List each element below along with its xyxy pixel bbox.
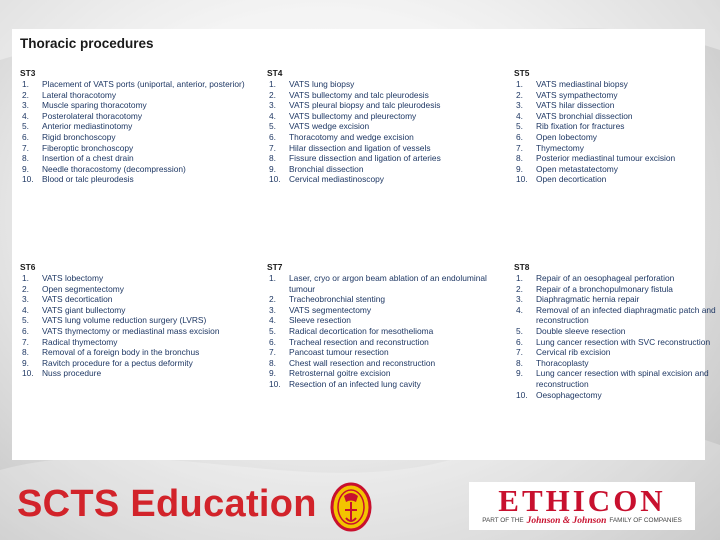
procedure-text: Tracheobronchial stenting	[289, 294, 386, 305]
procedure-text: Double sleeve resection	[536, 326, 626, 337]
procedure-item	[514, 358, 720, 369]
procedure-text: Anterior mediastinotomy	[42, 121, 133, 132]
procedure-number: 7.	[22, 336, 29, 347]
procedure-text: VATS bullectomy and talc pleurodesis	[289, 89, 429, 100]
procedure-number: 9.	[516, 163, 523, 174]
procedure-number: 5.	[269, 326, 276, 337]
procedure-number: 3.	[269, 304, 276, 315]
procedure-number: 3.	[516, 100, 523, 111]
procedure-item	[20, 79, 260, 90]
section-st5	[514, 68, 720, 185]
procedure-item	[20, 326, 260, 337]
procedure-text: Fissure dissection and ligation of arteries	[289, 153, 441, 164]
procedure-number: 7.	[22, 142, 29, 153]
procedure-number: 5.	[269, 121, 276, 132]
procedure-text: Diaphragmatic hernia repair	[536, 294, 640, 305]
procedure-text: VATS thymectomy or mediastinal mass excision	[42, 326, 220, 337]
procedure-item	[20, 315, 260, 326]
procedure-item	[267, 294, 507, 305]
procedure-number: 5.	[22, 315, 29, 326]
procedure-item	[267, 379, 507, 390]
procedure-number: 7.	[269, 142, 276, 153]
procedure-text: VATS sympathectomy	[536, 89, 618, 100]
procedure-item	[514, 132, 720, 143]
procedure-number: 2.	[516, 283, 523, 294]
procedure-number: 5.	[22, 121, 29, 132]
scts-education-title: SCTS Education	[17, 483, 317, 525]
procedure-number: 8.	[22, 347, 29, 358]
procedure-text: Removal of an infected diaphragmatic patch and reconstruction	[536, 304, 716, 326]
procedure-number: 3.	[269, 100, 276, 111]
procedure-text: Hilar dissection and ligation of vessels	[289, 142, 431, 153]
procedure-number: 1.	[516, 273, 523, 284]
procedure-text: Radical thymectomy	[42, 336, 118, 347]
procedure-text: Placement of VATS ports (uniportal, anterior, posterior)	[42, 79, 245, 90]
procedure-item	[514, 326, 720, 337]
procedure-number: 10.	[269, 379, 281, 390]
procedure-item	[514, 273, 720, 284]
procedure-item	[20, 132, 260, 143]
section-st8	[514, 262, 720, 400]
procedure-item	[514, 294, 720, 305]
procedure-number: 4.	[22, 304, 29, 315]
procedure-text: VATS pleural biopsy and talc pleurodesis	[289, 100, 441, 111]
procedure-item	[20, 153, 260, 164]
procedure-text: Open decortication	[536, 174, 607, 185]
section-st6	[20, 262, 260, 379]
procedure-item	[267, 347, 507, 358]
procedure-item	[514, 347, 720, 358]
procedure-item	[267, 273, 507, 294]
procedure-item	[267, 174, 507, 185]
procedure-number: 2.	[22, 283, 29, 294]
procedure-item	[20, 294, 260, 305]
procedure-text: Posterolateral thoracotomy	[42, 110, 143, 121]
procedure-item	[514, 143, 720, 154]
section-st7	[267, 262, 507, 390]
procedure-text: Cervical rib excision	[536, 347, 611, 358]
procedure-text: Tracheal resection and reconstruction	[289, 336, 429, 347]
procedure-text: Radical decortication for mesothelioma	[289, 326, 434, 337]
procedure-item	[20, 368, 260, 379]
procedure-number: 9.	[516, 368, 523, 379]
procedure-number: 7.	[516, 347, 523, 358]
procedure-text: VATS decortication	[42, 294, 113, 305]
procedure-text: VATS wedge excision	[289, 121, 370, 132]
section-st3	[20, 68, 260, 185]
procedure-number: 6.	[516, 336, 523, 347]
procedure-item	[20, 164, 260, 175]
section-heading: ST5	[514, 68, 530, 78]
procedure-text: VATS bullectomy and pleurectomy	[289, 110, 417, 121]
procedure-number: 2.	[269, 294, 276, 305]
procedure-text: Laser, cryo or argon beam ablation of an endoluminal tumour	[289, 273, 487, 294]
procedure-item	[514, 390, 720, 401]
procedure-text: Lateral thoracotomy	[42, 89, 117, 100]
procedure-number: 4.	[22, 110, 29, 121]
procedure-item	[514, 100, 720, 111]
procedure-number: 9.	[22, 357, 29, 368]
procedure-item	[20, 358, 260, 369]
procedure-text: VATS mediastinal biopsy	[536, 79, 628, 90]
procedure-item	[267, 305, 507, 316]
procedure-number: 3.	[516, 294, 523, 305]
procedure-number: 8.	[516, 153, 523, 164]
procedure-item	[20, 111, 260, 122]
procedure-item	[514, 90, 720, 101]
procedure-number: 7.	[269, 347, 276, 358]
section-st4	[267, 68, 507, 185]
procedure-item	[267, 143, 507, 154]
procedure-text: Rigid bronchoscopy	[42, 132, 116, 143]
procedure-number: 1.	[269, 273, 276, 284]
procedure-number: 3.	[22, 100, 29, 111]
procedure-item	[20, 347, 260, 358]
panel-title: Thoracic procedures	[20, 36, 154, 51]
procedure-text: Pancoast tumour resection	[289, 347, 389, 358]
procedure-number: 1.	[22, 273, 29, 284]
procedure-item	[20, 90, 260, 101]
procedure-item	[514, 174, 720, 185]
procedure-text: Nuss procedure	[42, 368, 102, 379]
procedure-number: 9.	[269, 368, 276, 379]
procedure-number: 10.	[516, 389, 528, 400]
procedure-text: Ravitch procedure for a pectus deformity	[42, 357, 193, 368]
procedure-number: 8.	[269, 357, 276, 368]
procedure-item	[267, 90, 507, 101]
section-heading: ST3	[20, 68, 36, 78]
procedure-number: 5.	[516, 326, 523, 337]
procedure-item	[20, 100, 260, 111]
section-heading: ST6	[20, 262, 36, 272]
procedure-text: VATS lung biopsy	[289, 79, 355, 90]
procedure-number: 6.	[269, 132, 276, 143]
procedure-number: 2.	[269, 89, 276, 100]
procedure-text: VATS lung volume reduction surgery (LVRS)	[42, 315, 207, 326]
procedure-text: Insertion of a chest drain	[42, 153, 134, 164]
ethicon-tagline	[471, 513, 693, 528]
procedure-text: Open lobectomy	[536, 132, 597, 143]
procedure-text: Cervical mediastinoscopy	[289, 174, 384, 185]
procedure-item	[267, 100, 507, 111]
ethicon-tag-suffix: FAMILY OF COMPANIES	[609, 517, 682, 524]
procedure-text: Lung cancer resection with spinal excision and reconstruction	[536, 368, 709, 390]
procedure-text: Resection of an infected lung cavity	[289, 379, 421, 390]
ethicon-logo	[469, 482, 695, 530]
section-heading: ST4	[267, 68, 283, 78]
procedure-number: 4.	[269, 110, 276, 121]
procedure-text: Thoracoplasty	[536, 357, 589, 368]
procedure-item	[267, 121, 507, 132]
procedure-number: 8.	[516, 357, 523, 368]
procedure-item	[514, 284, 720, 295]
procedure-number: 1.	[269, 79, 276, 90]
procedure-number: 4.	[269, 315, 276, 326]
procedure-item	[20, 273, 260, 284]
procedure-text: Open segmentectomy	[42, 283, 124, 294]
procedure-item	[267, 315, 507, 326]
procedure-text: VATS hilar dissection	[536, 100, 615, 111]
scts-crest-icon	[330, 482, 372, 532]
procedure-item	[267, 132, 507, 143]
procedure-item	[514, 368, 720, 389]
procedure-number: 8.	[269, 153, 276, 164]
procedure-text: Chest wall resection and reconstruction	[289, 357, 436, 368]
procedure-item	[20, 337, 260, 348]
procedure-text: Needle thoracostomy (decompression)	[42, 163, 186, 174]
procedure-number: 4.	[516, 304, 523, 315]
procedure-item	[267, 368, 507, 379]
procedure-item	[514, 121, 720, 132]
procedure-number: 10.	[22, 368, 34, 379]
procedure-text: Thoracotomy and wedge excision	[289, 132, 414, 143]
procedure-number: 10.	[516, 174, 528, 185]
procedure-text: Repair of a bronchopulmonary fistula	[536, 283, 673, 294]
procedure-number: 9.	[22, 163, 29, 174]
procedure-number: 4.	[516, 110, 523, 121]
procedure-item	[267, 358, 507, 369]
procedure-text: Lung cancer resection with SVC reconstruction	[536, 336, 711, 347]
procedure-number: 5.	[516, 121, 523, 132]
procedure-item	[20, 121, 260, 132]
procedure-text: Retrosternal goitre excision	[289, 368, 391, 379]
procedure-number: 3.	[22, 294, 29, 305]
procedure-number: 1.	[516, 79, 523, 90]
procedure-item	[514, 79, 720, 90]
procedure-text: Posterior mediastinal tumour excision	[536, 153, 676, 164]
section-heading: ST7	[267, 262, 283, 272]
procedure-number: 6.	[22, 326, 29, 337]
procedure-text: VATS lobectomy	[42, 273, 104, 284]
procedure-item	[20, 305, 260, 316]
procedure-item	[267, 337, 507, 348]
procedure-number: 8.	[22, 153, 29, 164]
procedure-text: VATS segmentectomy	[289, 304, 372, 315]
procedures-panel	[12, 29, 716, 460]
procedure-text: Bronchial dissection	[289, 163, 364, 174]
procedure-number: 9.	[269, 163, 276, 174]
procedure-text: Removal of a foreign body in the bronchus	[42, 347, 200, 358]
procedure-item	[20, 143, 260, 154]
procedure-number: 1.	[22, 79, 29, 90]
procedure-number: 6.	[516, 132, 523, 143]
procedure-text: Sleeve resection	[289, 315, 351, 326]
section-heading: ST8	[514, 262, 530, 272]
procedure-item	[267, 79, 507, 90]
procedure-text: Repair of an oesophageal perforation	[536, 273, 675, 284]
procedure-item	[267, 326, 507, 337]
procedure-item	[20, 284, 260, 295]
procedure-text: Blood or talc pleurodesis	[42, 174, 134, 185]
procedure-text: VATS giant bullectomy	[42, 304, 126, 315]
ethicon-tag-prefix: PART OF THE	[482, 517, 524, 524]
procedure-item	[514, 337, 720, 348]
procedure-item	[514, 153, 720, 164]
johnson-and-johnson-logo: Johnson & Johnson	[526, 515, 607, 526]
procedure-number: 7.	[516, 142, 523, 153]
procedure-number: 10.	[269, 174, 281, 185]
ethicon-wordmark: ETHICON	[498, 483, 666, 518]
procedure-text: Fiberoptic bronchoscopy	[42, 142, 134, 153]
procedure-item	[514, 164, 720, 175]
procedure-item	[267, 153, 507, 164]
procedure-item	[267, 111, 507, 122]
procedure-number: 2.	[516, 89, 523, 100]
procedure-text: VATS bronchial dissection	[536, 110, 633, 121]
procedure-item	[514, 305, 720, 326]
procedure-text: Thymectomy	[536, 142, 584, 153]
procedure-item	[514, 111, 720, 122]
procedure-item	[20, 174, 260, 185]
procedure-text: Muscle sparing thoracotomy	[42, 100, 147, 111]
procedure-number: 2.	[22, 89, 29, 100]
procedure-number: 6.	[269, 336, 276, 347]
procedure-number: 6.	[22, 132, 29, 143]
procedure-text: Oesophagectomy	[536, 389, 602, 400]
procedure-text: Open metastatectomy	[536, 163, 618, 174]
procedure-text: Rib fixation for fractures	[536, 121, 625, 132]
procedure-item	[267, 164, 507, 175]
procedure-number: 10.	[22, 174, 34, 185]
